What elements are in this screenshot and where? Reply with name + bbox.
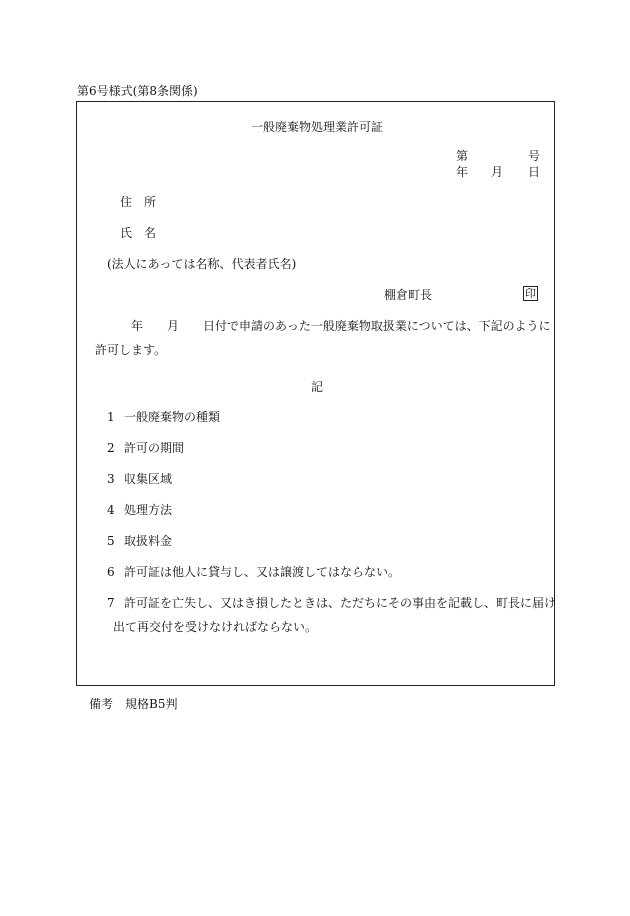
item-7-text-continued: 出て再交付を受けなければならない。 (113, 620, 318, 634)
corporation-note: (法人にあっては名称、代表者氏名) (107, 257, 297, 271)
item-2-text: 許可の期間 (124, 441, 185, 455)
item-5-text: 取扱料金 (124, 534, 173, 548)
ki-heading: 記 (311, 380, 324, 394)
body-line2: 許可します。 (95, 343, 167, 357)
item-3-text: 収集区域 (124, 472, 173, 486)
body-line1: 日付で申請のあった一般廃棄物取扱業については、下記のように (203, 319, 551, 333)
item-5-number: 5 (107, 534, 115, 548)
number-go: 号 (528, 149, 541, 163)
seal-label: 印 (525, 287, 536, 300)
address-label: 住 所 (120, 195, 157, 209)
seal-mark (523, 286, 538, 301)
item-1-text: 一般廃棄物の種類 (124, 410, 221, 424)
item-3-number: 3 (107, 472, 115, 486)
item-1-number: 1 (107, 410, 115, 424)
form-number: 第6号様式(第8条関係) (77, 84, 198, 98)
item-4-number: 4 (107, 503, 115, 517)
item-6-text: 許可証は他人に貸与し、又は譲渡してはならない。 (124, 565, 401, 579)
body-year: 年 (131, 319, 144, 333)
date-day: 日 (528, 165, 541, 179)
item-7-text: 許可証を亡失し、又はき損したときは、ただちにその事由を記載し、町長に届け (124, 596, 557, 610)
name-label: 氏 名 (120, 226, 157, 240)
body-month: 月 (167, 319, 180, 333)
remarks: 備考 規格B5判 (89, 697, 178, 711)
item-6-number: 6 (107, 565, 115, 579)
item-2-number: 2 (107, 441, 115, 455)
date-month: 月 (491, 165, 504, 179)
issuer-title: 棚倉町長 (384, 288, 433, 302)
item-4-text: 処理方法 (124, 503, 173, 517)
date-year: 年 (456, 165, 469, 179)
item-7-number: 7 (107, 596, 115, 610)
document-title: 一般廃棄物処理業許可証 (251, 120, 384, 134)
number-dai: 第 (456, 149, 469, 163)
